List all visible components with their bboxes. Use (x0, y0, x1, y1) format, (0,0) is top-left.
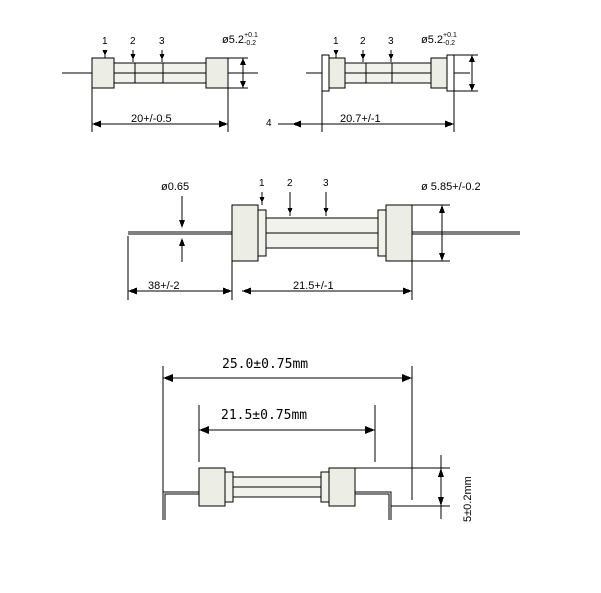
view-top-right-diameter-label (421, 32, 457, 48)
view-top-right-callout-4: 4 (266, 118, 272, 129)
view-bottom-overall-length-label: 25.0±0.75mm (222, 357, 309, 372)
view-bottom-body-length-label: 21.5±0.75mm (221, 408, 308, 423)
view-bottom-height-label: 5±0.2mm (462, 476, 474, 522)
view-middle-callout-3: 3 (323, 178, 329, 189)
view-top-right-diameter-tolerance: +0.1 -0.2 (443, 32, 457, 47)
view-middle-body-length-label: 21.5+/-1 (293, 280, 334, 292)
view-top-left-callout-2: 2 (130, 36, 136, 47)
view-middle-lead-length-label: 38+/-2 (148, 280, 180, 292)
view-middle-lead-diameter-label: ø0.65 (161, 181, 190, 193)
view-top-right-callout-2: 2 (360, 36, 366, 47)
view-middle-callout-1: 1 (259, 178, 265, 189)
view-middle-body-diameter-label: ø 5.85+/-0.2 (421, 181, 481, 193)
view-top-right-callout-1: 1 (333, 36, 339, 47)
view-top-left-diameter-tolerance: +0.1 -0.2 (244, 32, 258, 47)
view-top-left-diameter-value: ø5.2 (222, 33, 245, 46)
view-middle-callout-2: 2 (287, 178, 293, 189)
view-top-left-callout-1: 1 (102, 36, 108, 47)
view-top-right-length-label: 20.7+/-1 (340, 113, 381, 125)
view-top-left-diameter-label (222, 32, 258, 48)
view-bottom-geometry (163, 366, 450, 520)
view-top-right-diameter-value: ø5.2 (421, 33, 444, 46)
view-top-right-callout-3: 3 (388, 36, 394, 47)
view-top-left-length-label: 20+/-0.5 (131, 113, 172, 125)
view-top-left-callout-3: 3 (159, 36, 165, 47)
